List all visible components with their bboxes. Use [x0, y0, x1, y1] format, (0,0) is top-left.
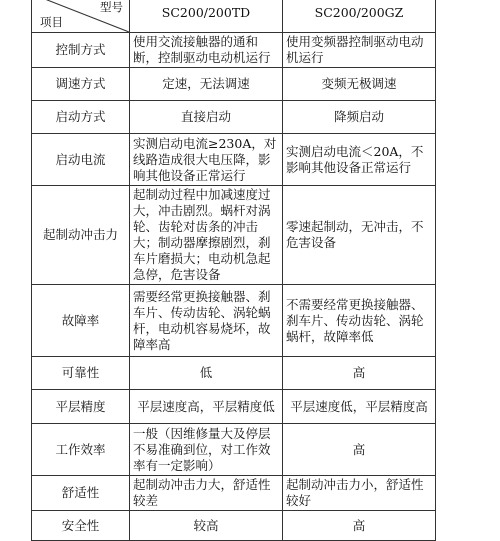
table-row [32, 390, 436, 424]
cell-gz: 变频无极调速 [283, 68, 436, 101]
cell-gz: 使用变频器控制驱动电动机运行 [283, 33, 436, 68]
table-row [32, 476, 436, 511]
row-label: 起制动冲击力 [32, 186, 130, 285]
corner-model-label: 型号 [100, 0, 123, 14]
cell-td: 实测启动电流≥230A，对线路造成很大电压降，影响其他设备正常运行 [130, 134, 283, 186]
cell-td: 一般（因维修量大及停层不易准确到位，对工作效率有一定影响） [130, 424, 283, 476]
cell-gz: 起制动冲击力小，舒适性较好 [283, 476, 436, 511]
cell-gz: 高 [283, 424, 436, 476]
cell-gz: 不需要经常更换接触器、刹车片、传动齿轮、涡轮蜗杆，故障率低 [283, 285, 436, 357]
cell-td: 需要经常更换接触器、刹车片、传动齿轮、涡轮蜗杆，电动机容易烧坏，故障率高 [130, 285, 283, 357]
cell-td: 平层速度高，平层精度低 [130, 390, 283, 424]
row-label: 启动方式 [32, 101, 130, 134]
column-header-td: SC200/200TD [130, 0, 283, 33]
cell-td: 直接启动 [130, 101, 283, 134]
row-label: 故障率 [32, 285, 130, 357]
row-label: 控制方式 [32, 33, 130, 68]
header-corner-cell [32, 0, 130, 33]
cell-td: 使用交流接触器的通和断，控制驱动电动机运行 [130, 33, 283, 68]
table-row [32, 68, 436, 101]
table-row [32, 424, 436, 476]
cell-td: 起制动冲击力大，舒适性较差 [130, 476, 283, 511]
row-label: 平层精度 [32, 390, 130, 424]
cell-td: 起制动过程中加减速度过大，冲击剧烈。蜗杆对涡轮、齿轮对齿条的冲击大；制动器摩擦剧烈，刹车片磨损大；电动机急起急停，危害设备 [130, 186, 283, 285]
comparison-table [31, 0, 436, 541]
cell-td: 定速，无法调速 [130, 68, 283, 101]
cell-gz: 高 [283, 511, 436, 541]
row-label: 可靠性 [32, 357, 130, 390]
cell-gz: 高 [283, 357, 436, 390]
corner-item-label: 项目 [40, 15, 63, 29]
table-row [32, 357, 436, 390]
cell-gz: 平层速度低，平层精度高 [283, 390, 436, 424]
cell-gz: 实测启动电流＜20A，不影响其他设备正常运行 [283, 134, 436, 186]
cell-td: 较高 [130, 511, 283, 541]
table-row [32, 285, 436, 357]
table-row [32, 134, 436, 186]
row-label: 安全性 [32, 511, 130, 541]
table-row [32, 511, 436, 541]
table-header-row [32, 0, 436, 33]
table-row [32, 186, 436, 285]
row-label: 调速方式 [32, 68, 130, 101]
cell-gz: 降频启动 [283, 101, 436, 134]
row-label: 舒适性 [32, 476, 130, 511]
row-label: 启动电流 [32, 134, 130, 186]
table-row [32, 101, 436, 134]
table-row [32, 33, 436, 68]
cell-td: 低 [130, 357, 283, 390]
column-header-gz: SC200/200GZ [283, 0, 436, 33]
cell-gz: 零速起制动，无冲击，不危害设备 [283, 186, 436, 285]
row-label: 工作效率 [32, 424, 130, 476]
